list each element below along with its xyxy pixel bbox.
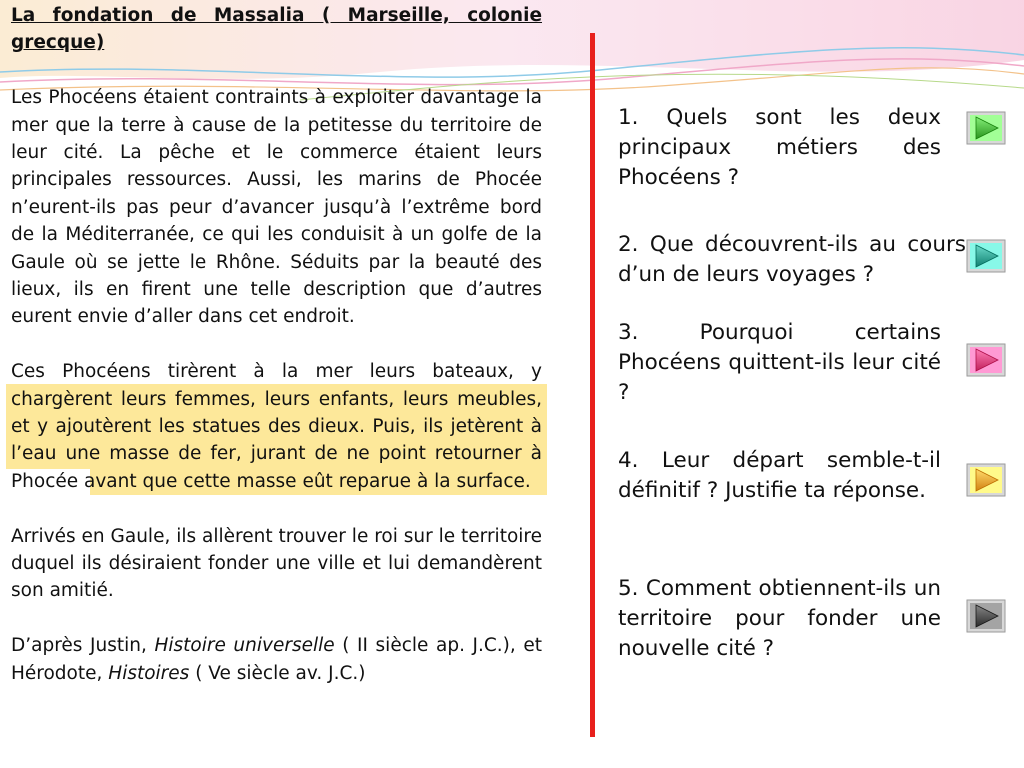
play-button-1[interactable] xyxy=(966,111,1006,145)
passage-title: La fondation de Massalia ( Marseille, colonie grecque) xyxy=(11,5,542,54)
source-prefix: D’après Justin, xyxy=(11,635,155,657)
question-2: 2. Que découvrent-ils au cours d’un de leurs voyages ? xyxy=(618,232,966,287)
play-icon xyxy=(966,111,1006,145)
source-work-1: Histoire universelle xyxy=(154,635,335,657)
play-button-2[interactable] xyxy=(966,239,1006,273)
play-icon xyxy=(966,463,1006,497)
play-button-3[interactable] xyxy=(966,343,1006,377)
source-middle: ( II siècle ap. J.C.), et Hérodote, xyxy=(11,635,542,684)
passage-source xyxy=(11,632,542,687)
question-5: 5. Comment obtiennent-ils un territoire pour fonder une nouvelle cité ? xyxy=(618,576,941,661)
passage-column xyxy=(11,2,542,687)
play-button-5[interactable] xyxy=(966,599,1006,633)
source-work-2: Histoires xyxy=(108,662,190,684)
passage-paragraph-3: Arrivés en Gaule, ils allèrent trouver le roi sur le territoire duquel ils désiraient fonder une ville et lui demandèrent son amitié. xyxy=(11,525,542,602)
play-icon xyxy=(966,343,1006,377)
red-divider xyxy=(590,33,595,737)
source-suffix: ( Ve siècle av. J.C.) xyxy=(189,662,366,684)
passage-paragraph-2b: jetèrent à l’eau une masse de fer, jurant de ne point retourner à Phocée avant que cette masse eût reparue à la surface. xyxy=(11,416,542,492)
play-button-4[interactable] xyxy=(966,463,1006,497)
question-4: 4. Leur départ semble-t-il définitif ? Justifie ta réponse. xyxy=(618,448,941,503)
passage-paragraph-2-wrapper xyxy=(11,358,542,495)
passage-paragraph-1: Les Phocéens étaient contraints à exploiter davantage la mer que la terre à cause de la petitesse du territoire de leur cité. La pêche et le commerce étaient leurs principales ressources. Aussi, les marins de Phocée n’eurent-ils pas peur d’avancer jusqu’à l’extrême bord de la Méditerranée, ce qui les conduisit à un golfe de la Gaule où se jette le Rhône. Séduits par la beauté des lieux, ils en firent une telle description que d’autres eurent envie d’aller dans cet endroit. xyxy=(11,87,542,328)
play-icon xyxy=(966,599,1006,633)
question-3: 3. Pourquoi certains Phocéens quittent-ils leur cité ? xyxy=(618,320,941,405)
play-icon xyxy=(966,239,1006,273)
question-1: 1. Quels sont les deux principaux métiers des Phocéens ? xyxy=(618,105,941,190)
passage-paragraph-2a: Ces Phocéens tirèrent à la mer leurs bateaux, y chargèrent leurs femmes, leurs enfants, leurs meubles, et y ajoutèrent les statues des dieux. Puis, ils xyxy=(11,361,542,438)
